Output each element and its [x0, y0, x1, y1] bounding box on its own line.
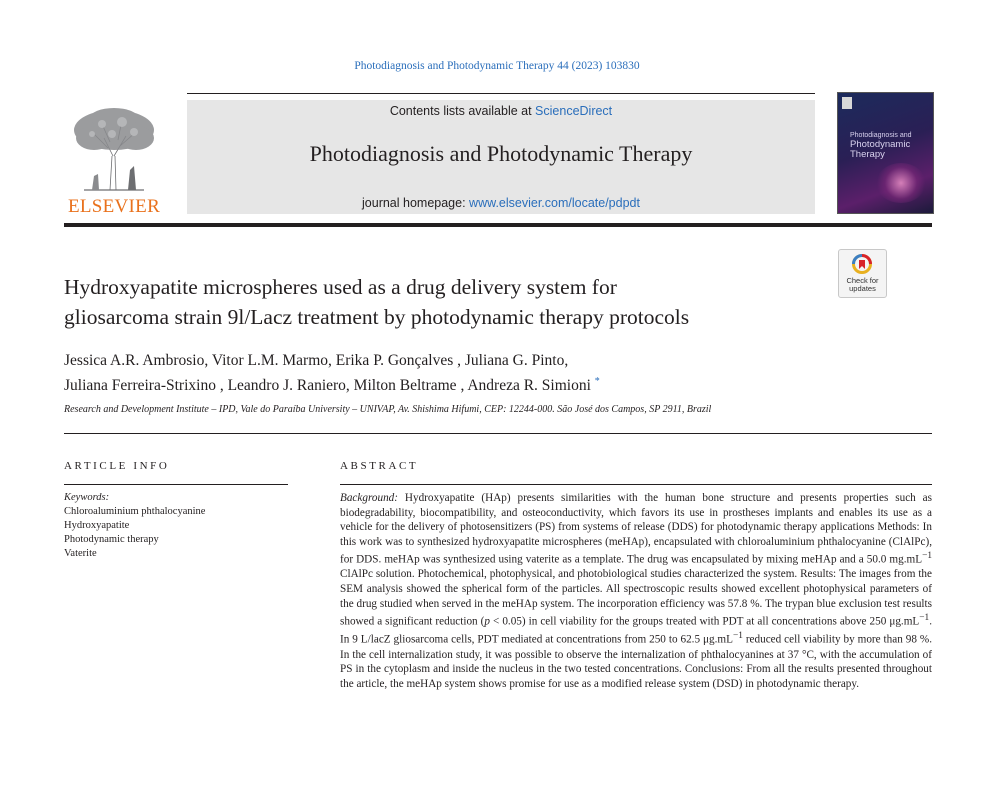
- check-updates-icon: [852, 254, 872, 274]
- elsevier-logo[interactable]: [64, 104, 164, 216]
- homepage-prefix: journal homepage:: [362, 196, 470, 210]
- abstract-text-3: < 0.05) in cell viability for the groups treated with PDT at all concentrations above 250 μg.mL: [489, 615, 920, 628]
- keyword-item: Photodynamic therapy: [64, 534, 159, 545]
- article-title: [64, 272, 834, 332]
- keyword-item: Vaterite: [64, 548, 97, 559]
- check-for-updates-button[interactable]: [838, 249, 887, 298]
- authors-line-2[interactable]: Juliana Ferreira-Strixino , Leandro J. Raniero, Milton Beltrame , Andreza R. Simioni: [64, 377, 591, 395]
- title-line-2: gliosarcoma strain 9l/Lacz treatment by photodynamic therapy protocols: [64, 305, 690, 329]
- abstract-heading: ABSTRACT: [340, 460, 419, 472]
- corresponding-author-mark[interactable]: *: [594, 376, 600, 387]
- p-value-symbol: p: [484, 615, 490, 628]
- authors-line-1[interactable]: Jessica A.R. Ambrosio, Vitor L.M. Marmo, Erika P. Gonçalves , Juliana G. Pinto,: [64, 352, 569, 369]
- contents-prefix: Contents lists available at: [389, 104, 536, 118]
- cover-title-line1: Photodiagnosis and: [850, 132, 912, 139]
- elsevier-tree-icon: [64, 104, 164, 194]
- article-info-heading: ARTICLE INFO: [64, 460, 170, 472]
- check-updates-line2: updates: [849, 284, 876, 293]
- affiliation: Research and Development Institute – IPD, Vale do Paraíba University – UNIVAP, Av. Shishima Hifumi, CEP: 12244-000. São José dos Campos, SP 2911, Brazil: [64, 404, 712, 415]
- contents-line: [187, 104, 815, 118]
- journal-citation[interactable]: Photodiagnosis and Photodynamic Therapy 44 (2023) 103830: [354, 60, 640, 72]
- abstract-text-1: Hydroxyapatite (HAp) presents similarities with the human bone structure and presents properties such as biodegradability, biocompatibility, and osteoconductivity, which favors its use in prostheses implants and enables its use as a vehicle for the delivery of photosensitizers (PS) from systems of release (DDS) for photodynamic therapy applications Methods: In this work was to synthesized hydroxyapatite microspheres (meHAp), encapsulated with chloroaluminium phthalocyanine (ClAlPc), for DDS. meHAp was synthesized using vaterite as a template. The drug was encapsulated by mixing meHAp and a 50.0 mg.mL: [340, 492, 932, 566]
- journal-cover-thumbnail[interactable]: [837, 92, 934, 214]
- title-line-1: Hydroxyapatite microspheres used as a drug delivery system for: [64, 275, 617, 299]
- header-top-rule: [187, 93, 815, 94]
- cover-title-line3: Therapy: [850, 149, 885, 160]
- unit-superscript: −1: [732, 631, 743, 642]
- cover-title: [850, 131, 930, 160]
- abstract-body: [340, 491, 932, 691]
- unit-superscript: −1: [919, 613, 930, 624]
- abstract-background-label: Background:: [340, 492, 398, 504]
- unit-superscript: −1: [922, 551, 932, 562]
- keyword-item: Chloroaluminium phthalocyanine: [64, 506, 206, 517]
- journal-homepage-link[interactable]: www.elsevier.com/locate/pdpdt: [469, 196, 640, 210]
- elsevier-wordmark: ELSEVIER: [67, 196, 161, 217]
- cover-title-line2: Photodynamic: [850, 139, 911, 150]
- cover-logo-icon: [842, 97, 852, 109]
- sciencedirect-link[interactable]: ScienceDirect: [535, 104, 613, 118]
- keywords-label: Keywords:: [64, 492, 110, 503]
- journal-name: Photodiagnosis and Photodynamic Therapy: [309, 141, 693, 166]
- abstract-rule: [340, 484, 932, 485]
- abstract-text-2: ClAlPc solution. Photochemical, photophysical, and photobiological studies characterized the system. Results: The images from the SEM analysis showed the spherical form of the particles. All spectroscopic results showed excellent photophysical parameters of the drug studied when served in the meHAp system. The incorporation efficiency was 57.8 %. The trypan blue exclusion test results showed a significant reduction (: [340, 568, 932, 628]
- header-divider: [64, 223, 932, 227]
- abstract-text-4: . In 9 L/lacZ gliosarcoma cells, PDT mediated at concentrations from 250 to 62.5 μg.mL: [340, 615, 932, 647]
- check-updates-line1: Check for: [846, 276, 879, 285]
- abstract-text-5: reduced cell viability by more than 98 %. In the cell internalization study, it was possible to observe the internalization of phthalocyanines at 37 °C, with the accumulation of PS in the cytoplasm and inside the nucleus in the two tested concentrations. Conclusions: From all the results presented throughout the article, the meHAp system shows promise for use as a modified release system (DSD) in photodynamic therapy.: [340, 634, 932, 690]
- author-list: [64, 350, 864, 396]
- homepage-line: [187, 196, 815, 210]
- section-divider: [64, 433, 932, 434]
- check-updates-label: [839, 277, 886, 293]
- article-info-rule: [64, 484, 288, 485]
- keywords-block: [64, 491, 288, 561]
- cover-glow-graphic: [876, 163, 926, 203]
- keyword-item: Hydroxyapatite: [64, 520, 130, 531]
